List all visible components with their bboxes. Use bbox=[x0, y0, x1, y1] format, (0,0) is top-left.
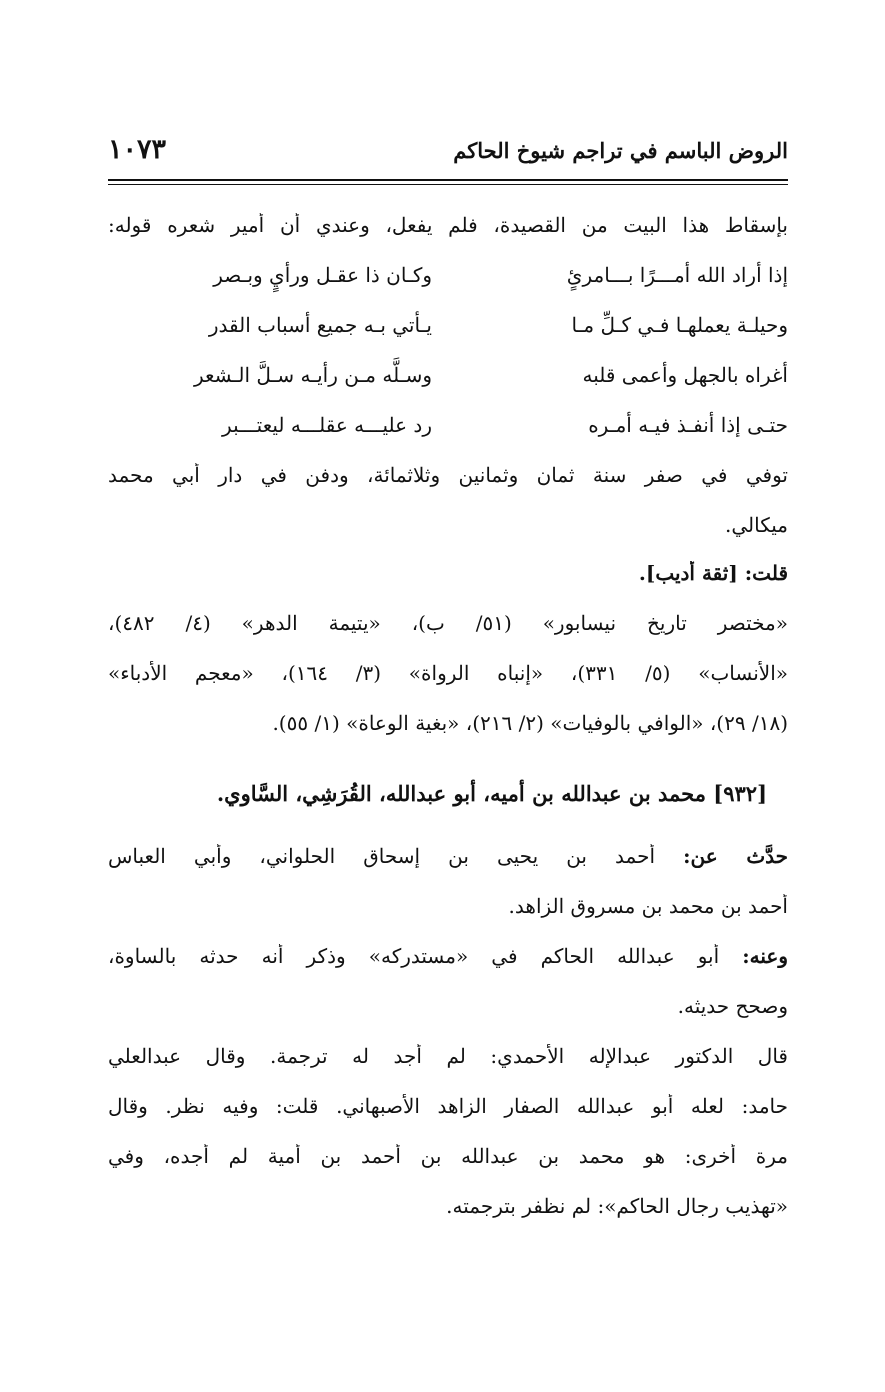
sources-line-3: (١٨/ ٢٩)، «الوافي بالوفيات» (٢/ ٢١٦)، «بغية الوعاة» (١/ ٥٥). bbox=[272, 711, 788, 735]
verdict-label: قلت: bbox=[744, 561, 788, 585]
entry-number: [٩٣٢] bbox=[713, 781, 767, 806]
poem-verse-4-first: حتـى إذا أنفـذ فيـه أمـره bbox=[588, 413, 788, 437]
narrated-by-line-2: وصحح حديثه. bbox=[677, 994, 788, 1018]
narrated-from-line-1 bbox=[108, 844, 788, 868]
book-title: الروض الباسم في تراجم شيوخ الحاكم bbox=[453, 138, 788, 163]
verdict-value: [ثقة أديب]. bbox=[638, 561, 738, 585]
sources-line-2: «الأنساب» (٥/ ٣٣١)، «إنباه الرواة» (٣/ ١٦٤)، «معجم الأدباء» bbox=[108, 661, 788, 685]
poem-verse-3-second: وسـلَّه مـن رأيـه سـلَّ الـشعر bbox=[193, 363, 432, 387]
death-line-2: ميكالي. bbox=[724, 513, 788, 537]
poem-verse-2-second: يـأتي بـه جميع أسباب القدر bbox=[208, 313, 432, 337]
commentary-line-1: قال الدكتور عبدالإله الأحمدي: لم أجد له ترجمة. وقال عبدالعلي bbox=[108, 1044, 788, 1068]
page-header bbox=[108, 134, 788, 178]
sources-line-1: «مختصر تاريخ نيسابور» (٥١/ ب)، «يتيمة الدهر» (٤/ ٤٨٢)، bbox=[108, 611, 788, 635]
narrated-by-line-1 bbox=[108, 944, 788, 968]
narrated-from-label: حدَّث عن: bbox=[683, 844, 788, 868]
intro-line: بإسقاط هذا البيت من القصيدة، فلم يفعل، وعندي أن أمير شعره قوله: bbox=[108, 213, 788, 237]
header-rule-thin bbox=[108, 184, 788, 185]
narrated-from-text: أحمد بن يحيى بن إسحاق الحلواني، وأبي العباس bbox=[108, 844, 656, 868]
narrated-by-text: أبو عبدالله الحاكم في «مستدركه» وذكر أنه حدثه بالساوة، bbox=[108, 944, 720, 968]
narrated-by-label: وعنه: bbox=[742, 944, 788, 968]
poem-verse-4-second: رد عليـــه عقلـــه ليعتـــبر bbox=[222, 413, 432, 437]
page-number: ١٠٧٣ bbox=[108, 134, 167, 165]
entry-heading bbox=[217, 781, 767, 806]
commentary-line-3: مرة أخرى: هو محمد بن عبدالله بن أحمد بن أمية لم أجده، وفي bbox=[108, 1144, 788, 1168]
poem-verse-3-first: أغراه بالجهل وأعمى قلبه bbox=[582, 363, 788, 387]
commentary-line-2: حامد: لعله أبو عبدالله الصفار الزاهد الأصبهاني. قلت: وفيه نظر. وقال bbox=[108, 1094, 788, 1118]
narrated-from-line-2: أحمد بن محمد بن مسروق الزاهد. bbox=[508, 894, 788, 918]
commentary-line-4: «تهذيب رجال الحاكم»: لم نظفر بترجمته. bbox=[446, 1194, 788, 1218]
poem-verse-1-first: إذا أراد الله أمـــرًا بـــامرئٍ bbox=[566, 263, 788, 287]
verdict-line bbox=[108, 561, 788, 585]
poem-verse-2-first: وحيلـة يعملهـا فـي كـلِّ مـا bbox=[571, 313, 788, 337]
header-rule-thick bbox=[108, 179, 788, 181]
death-line-1: توفي في صفر سنة ثمان وثمانين وثلاثمائة، ودفن في دار أبي محمد bbox=[108, 463, 788, 487]
entry-name: محمد بن عبدالله بن أميه، أبو عبدالله، القُرَشِي، السَّاوي. bbox=[216, 781, 706, 806]
poem-verse-1-second: وكـان ذا عقـل ورأيٍ وبـصر bbox=[213, 263, 432, 287]
